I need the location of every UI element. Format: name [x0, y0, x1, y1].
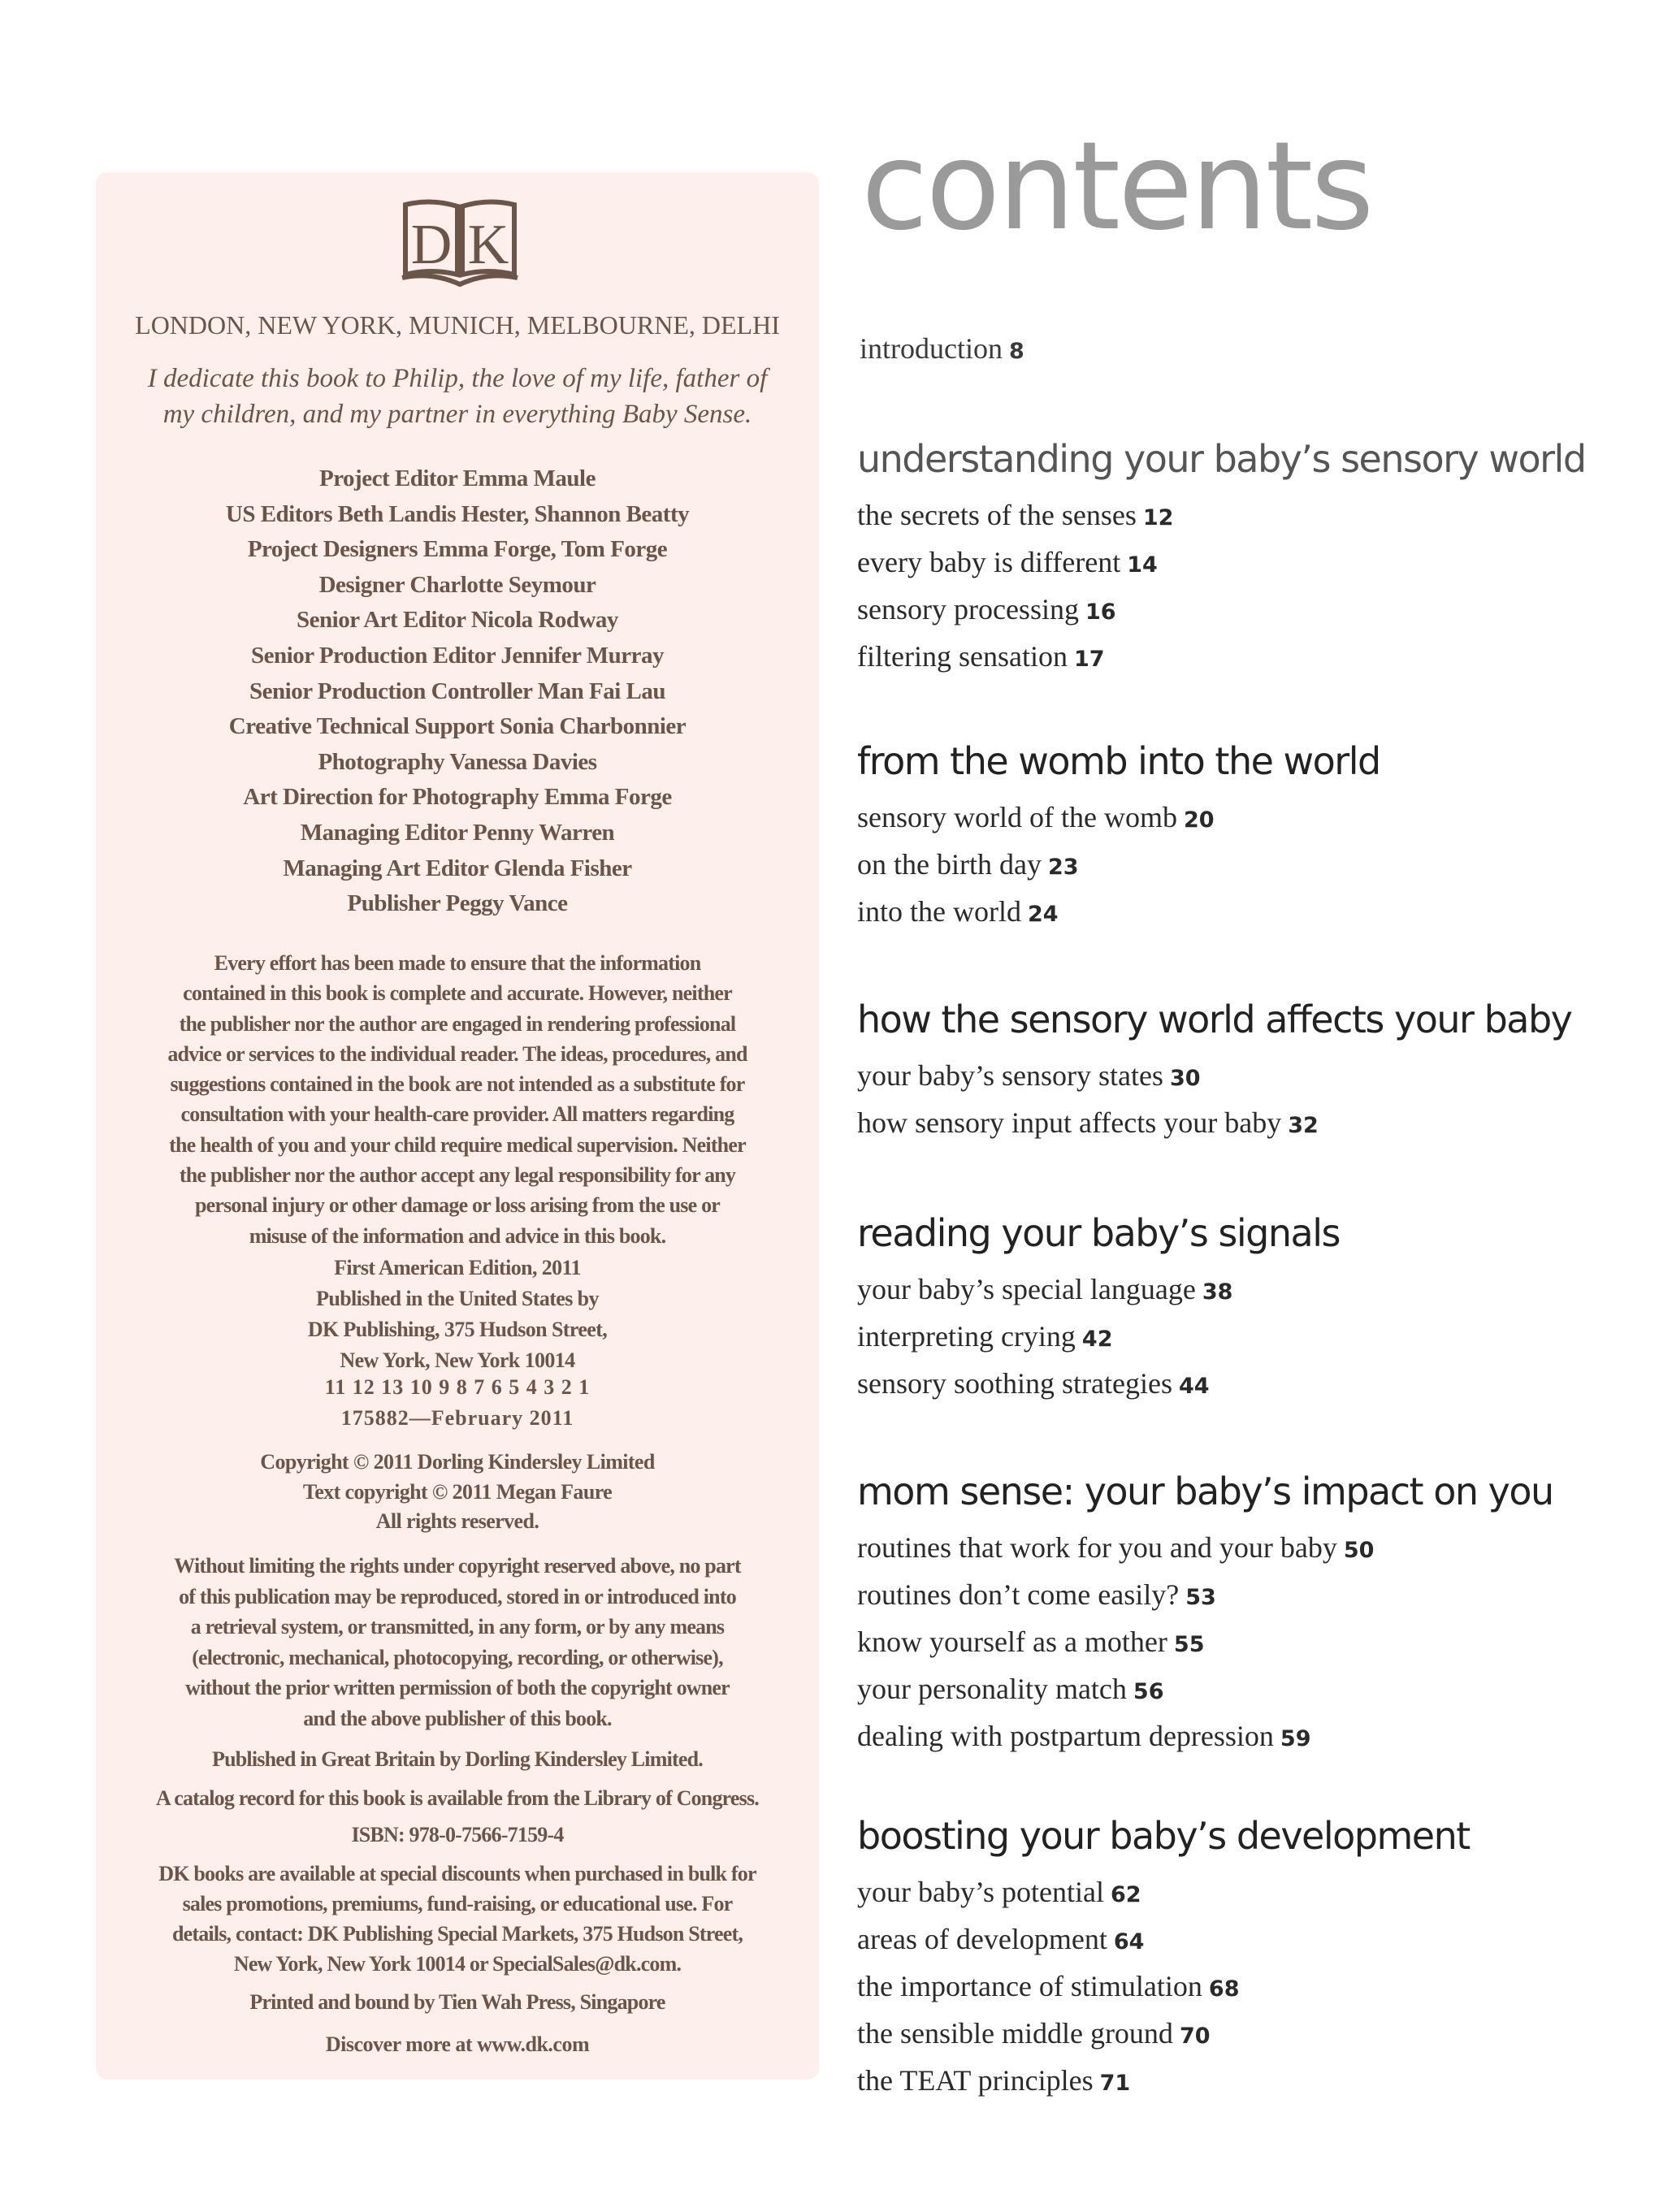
toc-entry[interactable] — [857, 795, 1653, 842]
toc-page-number: 8 — [1008, 339, 1024, 364]
text-line: US Editors Beth Landis Hester, Shannon Beatty — [225, 500, 690, 527]
toc-page-number: 16 — [1085, 600, 1116, 625]
text-line: the publisher nor the author accept any legal responsibility for any — [179, 1163, 736, 1188]
text-line: Managing Editor Penny Warren — [300, 819, 615, 846]
toc-page-number: 62 — [1110, 1882, 1141, 1907]
toc-entry-label: your personality match — [857, 1673, 1127, 1705]
published-gb: Published in Great Britain by Dorling Kindersley Limited. — [212, 1747, 703, 1771]
toc-entry[interactable] — [857, 1361, 1653, 1409]
toc-page-number: 42 — [1081, 1327, 1113, 1352]
toc-page-number: 14 — [1127, 552, 1158, 578]
text-line: Published in the United States by — [316, 1287, 599, 1310]
text-line: 175882—February 2011 — [340, 1406, 574, 1430]
toc-page-number: 71 — [1099, 2071, 1131, 2096]
edition-info — [96, 1253, 819, 1376]
svg-text:D: D — [410, 214, 453, 276]
toc-section — [857, 737, 1653, 937]
text-line: Project Editor Emma Maule — [319, 465, 596, 491]
text-line: I dedicate this book to Philip, the love of my life, father of — [147, 364, 768, 393]
toc-page-number: 32 — [1288, 1113, 1319, 1138]
toc-page-number: 24 — [1027, 902, 1059, 927]
toc-entry[interactable] — [857, 1267, 1653, 1314]
toc-entry-label: the secrets of the senses — [857, 499, 1137, 531]
text-line: Project Designers Emma Forge, Tom Forge — [247, 536, 668, 563]
text-line: Art Direction for Photography Emma Forge — [243, 784, 672, 811]
text-line: All rights reserved. — [375, 1509, 539, 1533]
text-line: misuse of the information and advice in this book. — [249, 1223, 666, 1248]
text-line: Text copyright © 2011 Megan Faure — [302, 1479, 613, 1504]
text-line: of this publication may be reproduced, stored in or introduced into — [179, 1584, 736, 1608]
toc-page-number: 30 — [1169, 1066, 1201, 1091]
svg-text:K: K — [467, 214, 509, 276]
toc-entry[interactable] — [857, 2011, 1653, 2058]
toc-section-heading[interactable]: understanding your baby’s sensory world — [857, 437, 1586, 481]
text-line: New York, New York 10014 — [340, 1348, 575, 1372]
catalog-record: A catalog record for this book is available from the Library of Congress. — [155, 1786, 760, 1810]
toc-entry[interactable] — [857, 493, 1653, 540]
toc-entry-label: areas of development — [857, 1923, 1107, 1955]
toc-entry[interactable] — [857, 1917, 1653, 1964]
toc-entry[interactable] — [857, 1054, 1653, 1101]
toc-entry-label: into the world — [857, 895, 1021, 928]
toc-entry-label: introduction — [860, 332, 1003, 365]
copyright — [96, 1448, 819, 1537]
toc-entry-label: your baby’s sensory states — [857, 1059, 1163, 1092]
toc-page-number: 59 — [1280, 1726, 1311, 1751]
disclaimer — [96, 948, 819, 1251]
toc-entry[interactable] — [857, 1620, 1653, 1667]
publisher-cities: LONDON, NEW YORK, MUNICH, MELBOURNE, DELHI — [135, 310, 780, 340]
toc-section — [857, 995, 1653, 1148]
toc-entry-label: interpreting crying — [857, 1320, 1076, 1353]
toc-page-number: 68 — [1208, 1976, 1240, 2002]
toc-entry[interactable] — [857, 587, 1653, 634]
toc-page-number: 20 — [1183, 807, 1215, 833]
toc-page-number: 50 — [1343, 1538, 1375, 1563]
toc-entry[interactable] — [857, 1101, 1653, 1148]
text-line: sales promotions, premiums, fund-raising, or educational use. For — [182, 1892, 733, 1915]
toc-entry-label: the TEAT principles — [857, 2064, 1094, 2097]
text-line: advice or services to the individual reader. The ideas, procedures, and — [167, 1041, 747, 1066]
text-line: Managing Art Editor Glenda Fisher — [283, 855, 632, 881]
toc-entry-label: dealing with postpartum depression — [857, 1720, 1274, 1752]
toc-section-heading[interactable]: mom sense: your baby’s impact on you — [857, 1470, 1553, 1513]
toc-entry-label: how sensory input affects your baby — [857, 1106, 1282, 1139]
print-numbers — [96, 1372, 819, 1434]
text-line: the health of you and your child require medical supervision. Neither — [169, 1132, 746, 1157]
toc-entry[interactable] — [857, 1964, 1653, 2011]
toc-section — [857, 1467, 1653, 1761]
toc-entry-label: your baby’s potential — [857, 1876, 1104, 1908]
toc-page-number: 56 — [1133, 1679, 1164, 1704]
toc-section-heading[interactable]: how the sensory world affects your baby — [857, 998, 1572, 1041]
text-line: Designer Charlotte Seymour — [318, 571, 596, 598]
imprint-panel — [96, 172, 819, 2080]
dk-book-logo-icon — [399, 197, 521, 291]
toc-section — [857, 1209, 1653, 1409]
toc-section-heading[interactable]: from the womb into the world — [857, 739, 1380, 783]
text-line: personal injury or other damage or loss arising from the use or — [194, 1193, 721, 1218]
text-line: 11 12 13 10 9 8 7 6 5 4 3 2 1 — [324, 1375, 591, 1399]
text-line: (electronic, mechanical, photocopying, recording, or otherwise), — [192, 1645, 723, 1669]
text-line: details, contact: DK Publishing Special Markets, 375 Hudson Street, — [171, 1922, 743, 1946]
text-line: DK books are available at special discounts when purchased in bulk for — [158, 1862, 756, 1885]
text-line: Senior Production Editor Jennifer Murray — [251, 642, 664, 669]
toc-page-number: 55 — [1173, 1632, 1205, 1657]
text-line: Copyright © 2011 Dorling Kindersley Limited — [260, 1450, 655, 1474]
toc-section-heading[interactable]: boosting your baby’s development — [857, 1814, 1470, 1858]
toc-entry[interactable] — [857, 2058, 1653, 2106]
toc-entry[interactable] — [857, 634, 1653, 682]
toc-entry-label: filtering sensation — [857, 640, 1068, 673]
rights-notice — [96, 1551, 819, 1734]
text-line: my children, and my partner in everything Baby Sense. — [162, 400, 752, 429]
toc-entry-label: routines that work for you and your baby — [857, 1531, 1337, 1564]
text-line: a retrieval system, or transmitted, in any form, or by any means — [190, 1615, 725, 1639]
toc-entry-label: the sensible middle ground — [857, 2017, 1173, 2050]
text-line: without the prior written permission of both the copyright owner — [185, 1676, 730, 1700]
text-line: Photography Vanessa Davies — [318, 748, 597, 775]
toc-entry-label: routines don’t come easily? — [857, 1578, 1180, 1611]
text-line: New York, New York 10014 or SpecialSales@dk.com. — [233, 1952, 682, 1976]
text-line: Every effort has been made to ensure that the information — [214, 951, 701, 975]
toc-entry[interactable] — [857, 1314, 1653, 1361]
text-line: DK Publishing, 375 Hudson Street, — [307, 1318, 608, 1341]
toc-entry[interactable] — [857, 1870, 1653, 1917]
toc-page-number: 70 — [1179, 2024, 1211, 2049]
toc-entry[interactable] — [857, 890, 1653, 937]
text-line: and the above publisher of this book. — [303, 1706, 612, 1730]
dedication — [96, 361, 819, 432]
toc-page-number: 53 — [1185, 1585, 1216, 1610]
toc-entry[interactable] — [857, 1526, 1653, 1573]
text-line: Publisher Peggy Vance — [347, 890, 568, 917]
text-line: the publisher nor the author are engaged in rendering professional — [179, 1011, 736, 1036]
toc-page-number: 38 — [1202, 1279, 1233, 1305]
text-line: Senior Production Controller Man Fai Lau — [249, 677, 665, 704]
toc-entry[interactable] — [857, 1667, 1653, 1714]
isbn: ISBN: 978-0-7566-7159-4 — [351, 1823, 564, 1846]
text-line: Creative Technical Support Sonia Charbonnier — [228, 713, 687, 740]
toc-page-number: 44 — [1178, 1374, 1210, 1399]
toc-entry-label: sensory processing — [857, 593, 1079, 626]
credits-list — [96, 461, 819, 922]
toc-page-number: 23 — [1047, 855, 1079, 880]
page-title: contents — [861, 116, 1372, 258]
toc-entry-label: the importance of stimulation — [857, 1970, 1202, 2002]
toc-entry-introduction[interactable] — [860, 331, 1024, 366]
text-line: Without limiting the rights under copyright reserved above, no part — [174, 1554, 741, 1578]
toc-section — [857, 1812, 1653, 2106]
text-line: suggestions contained in the book are not intended as a substitute for — [170, 1072, 745, 1097]
toc-entry-label: your baby’s special language — [857, 1273, 1196, 1305]
toc-page-number: 17 — [1073, 647, 1105, 672]
toc-entry[interactable] — [857, 1573, 1653, 1620]
special-sales — [96, 1859, 819, 1979]
text-line: Senior Art Editor Nicola Rodway — [297, 607, 618, 634]
toc-page-number: 12 — [1142, 505, 1174, 530]
toc-section — [857, 435, 1653, 682]
toc-entry-label: every baby is different — [857, 546, 1121, 578]
toc-entry-label: know yourself as a mother — [857, 1625, 1167, 1658]
toc-page-number: 64 — [1113, 1929, 1145, 1954]
text-line: consultation with your health-care provider. All matters regarding — [180, 1102, 734, 1127]
toc-entry-label: sensory world of the womb — [857, 801, 1177, 833]
text-line: contained in this book is complete and accurate. However, neither — [183, 981, 732, 1006]
toc-entry[interactable] — [857, 1714, 1653, 1761]
toc-entry-label: on the birth day — [857, 848, 1042, 881]
printer: Printed and bound by Tien Wah Press, Singapore — [249, 1990, 665, 2014]
toc-entry[interactable] — [857, 540, 1653, 587]
text-line: First American Edition, 2011 — [334, 1256, 581, 1279]
toc-section-heading[interactable]: reading your baby’s signals — [857, 1211, 1340, 1255]
toc-entry[interactable] — [857, 842, 1653, 890]
toc-entry-label: sensory soothing strategies — [857, 1367, 1172, 1400]
website-link[interactable]: Discover more at www.dk.com — [325, 2032, 590, 2056]
